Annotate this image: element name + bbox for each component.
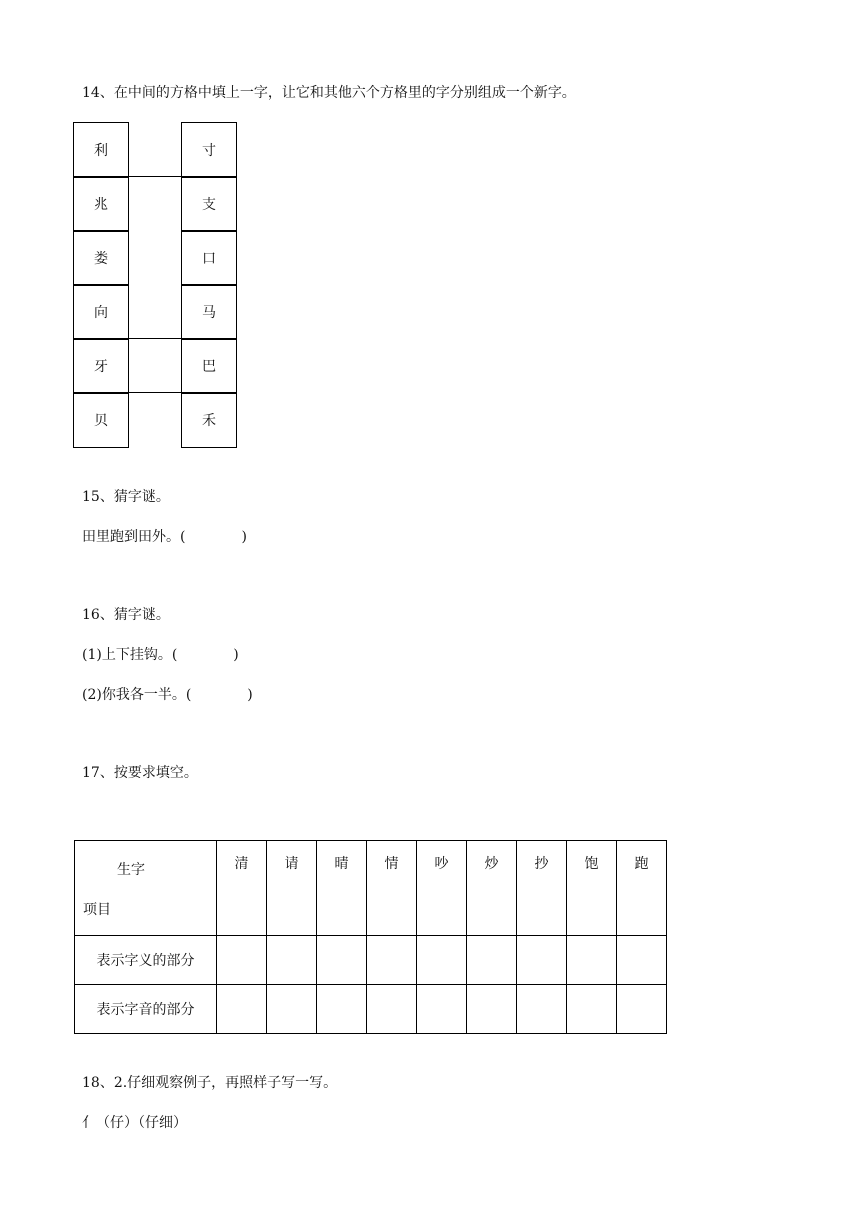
q17-answer-cell[interactable] [617,985,667,1034]
q17-answer-cell[interactable] [367,985,417,1034]
q14-middle-line [129,176,181,177]
q17-char-header: 炒 [467,841,517,936]
q17-row-label: 表示字义的部分 [75,936,217,985]
q17-answer-cell[interactable] [517,985,567,1034]
q17-answer-cell[interactable] [317,985,367,1034]
q16-item2: (2)你我各一半。( ) [82,687,253,703]
q17-char-header: 请 [267,841,317,936]
q17-char-header: 吵 [417,841,467,936]
q17-answer-cell[interactable] [367,936,417,985]
q17-row-label: 表示字音的部分 [75,985,217,1034]
q18-prompt: 18、2.仔细观察例子，再照样子写一写。 [82,1075,338,1091]
q14-left-cell: 牙 [73,338,129,394]
q14-right-cell: 口 [181,230,237,286]
q14-right-cell: 巴 [181,338,237,394]
q15-riddle: 田里跑到田外。( ) [82,529,247,545]
q17-prompt: 17、按要求填空。 [82,765,198,781]
q17-char-header: 跑 [617,841,667,936]
q17-answer-cell[interactable] [267,985,317,1034]
q17-table [74,840,667,1034]
q14-right-cell: 寸 [181,122,237,178]
q17-corner-top: 生字 [117,862,145,878]
q14-left-cell: 贝 [73,392,129,448]
q17-answer-cell[interactable] [267,936,317,985]
q17-answer-cell[interactable] [517,936,567,985]
q17-char-header: 清 [217,841,267,936]
q16-prompt: 16、猜字谜。 [82,607,170,623]
q17-answer-cell[interactable] [217,936,267,985]
q17-corner-bottom: 项目 [83,902,111,918]
q17-answer-cell[interactable] [567,985,617,1034]
q17-answer-cell[interactable] [467,936,517,985]
q17-char-header: 晴 [317,841,367,936]
q17-answer-cell[interactable] [317,936,367,985]
q17-answer-cell[interactable] [417,936,467,985]
q17-corner-cell [75,841,217,936]
q18-example: 亻（仔）（仔细） [82,1115,187,1131]
q14-left-cell: 娄 [73,230,129,286]
q16-item1: (1)上下挂钩。( ) [82,647,239,663]
q14-prompt: 14、在中间的方格中填上一字，让它和其他六个方格里的字分别组成一个新字。 [82,85,576,101]
q14-left-cell: 向 [73,284,129,340]
q14-right-cell: 禾 [181,392,237,448]
q17-answer-cell[interactable] [417,985,467,1034]
q14-right-cell: 支 [181,176,237,232]
q17-answer-cell[interactable] [617,936,667,985]
q17-answer-cell[interactable] [567,936,617,985]
q15-prompt: 15、猜字谜。 [82,489,170,505]
q17-char-header: 饱 [567,841,617,936]
q17-answer-cell[interactable] [217,985,267,1034]
q14-middle-line [129,392,181,393]
q17-answer-cell[interactable] [467,985,517,1034]
q14-left-cell: 兆 [73,176,129,232]
q14-right-cell: 马 [181,284,237,340]
q14-middle-line [129,338,181,339]
q17-char-header: 情 [367,841,417,936]
q17-char-header: 抄 [517,841,567,936]
q14-left-cell: 利 [73,122,129,178]
